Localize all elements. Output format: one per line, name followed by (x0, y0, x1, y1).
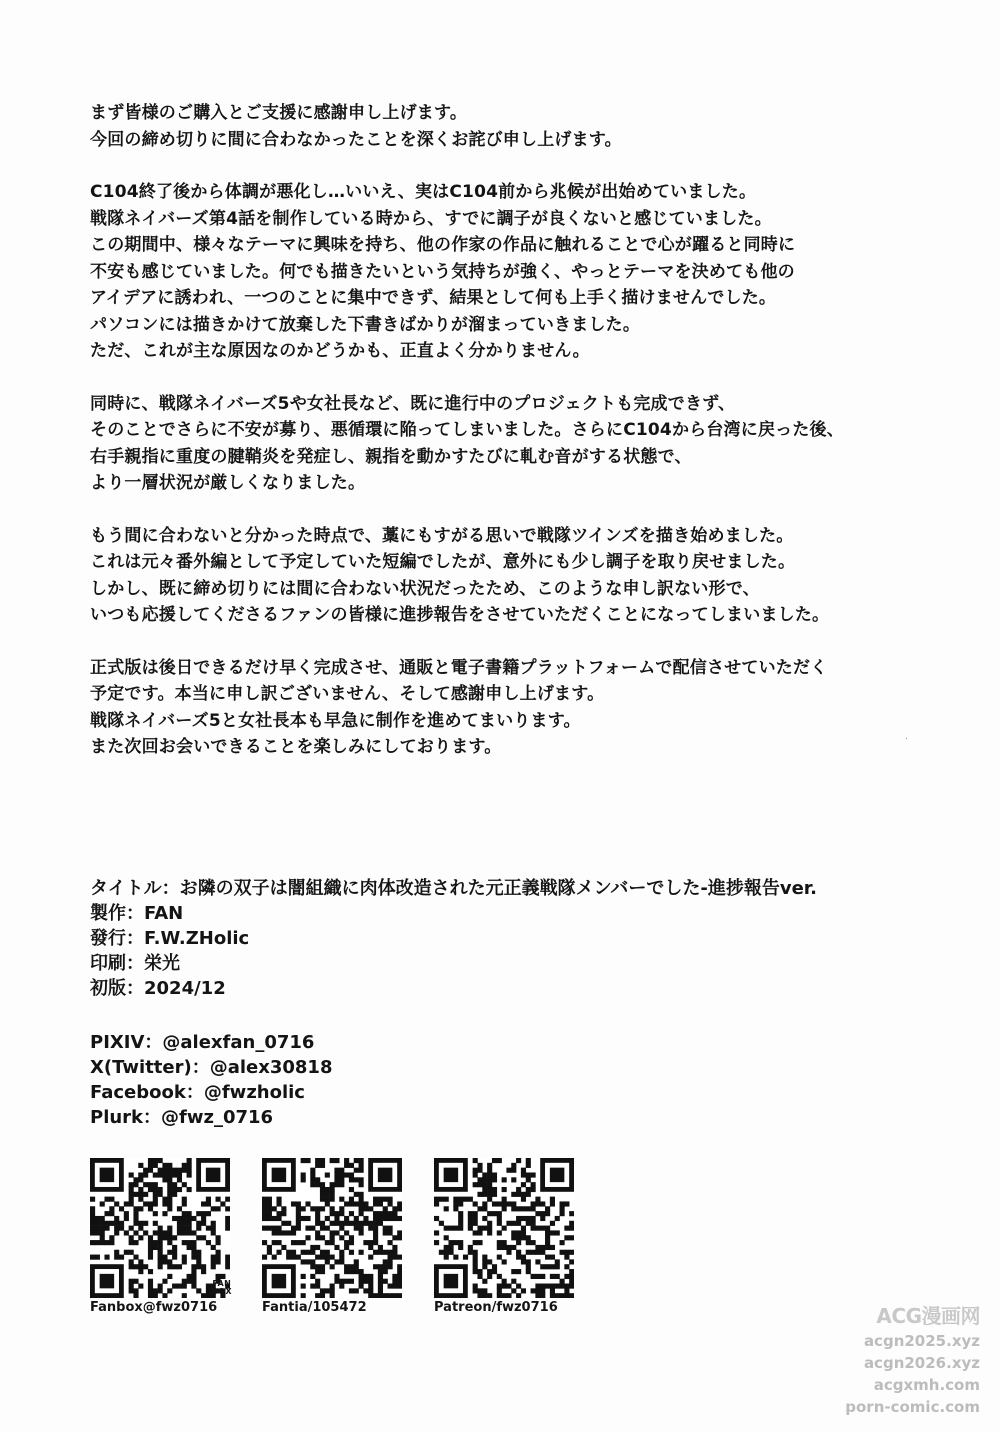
qr-code-icon[interactable] (434, 1158, 574, 1298)
qr-code-icon[interactable] (90, 1158, 230, 1298)
site-watermark (815, 1302, 980, 1418)
colophon-first-edition: 初版：2024/12 (90, 978, 226, 999)
message-paragraph-2 (90, 179, 970, 365)
qr-caption-patreon: Patreon/fwz0716 (434, 1300, 558, 1315)
message-line: これは元々番外編として予定していた短編でしたが、意外にも少し調子を取り戻せました。 (90, 552, 796, 572)
fanbox-logo: FAN BOX (211, 1279, 232, 1296)
message-line: 予定です。本当に申し訳ございません、そして感謝申し上げます。 (90, 684, 605, 704)
message-line: より一層状況が厳しくなりました。 (90, 473, 366, 493)
colophon-title: タイトル：お隣の双子は闇組織に肉体改造された元正義戦隊メンバーでした-進捗報告ver. (90, 878, 817, 899)
message-paragraph-3 (90, 391, 970, 497)
social-links (90, 1030, 590, 1130)
colophon-printer: 印刷：栄光 (90, 953, 180, 974)
qr-caption-fanbox: Fanbox@fwz0716 (90, 1300, 218, 1315)
message-line: アイデアに誘われ、一つのことに集中できず、結果として何も上手く描けませんでした。 (90, 288, 777, 308)
colophon-author: 製作：FAN (90, 903, 184, 924)
message-line: 右手親指に重度の腱鞘炎を発症し、親指を動かすたびに軋む音がする状態で、 (90, 446, 692, 467)
colophon-publisher: 發行：F.W.ZHolic (90, 928, 250, 949)
message-line: 同時に、戦隊ネイバーズ5や女社長など、既に進行中のプロジェクトも完成できず、 (90, 393, 736, 414)
qr-code-icon[interactable] (262, 1158, 402, 1298)
message-line: ただ、これが主な原因なのかどうかも、正直よく分かりません。 (90, 341, 590, 361)
qr-fanbox[interactable] (90, 1158, 230, 1315)
message-line: そのことでさらに不安が募り、悪循環に陥ってしまいました。さらにC104から台湾に戻った後、 (90, 420, 844, 440)
message-paragraph-5 (90, 655, 970, 761)
message-line: パソコンには描きかけて放棄した下書きばかりが溜まっていきました。 (90, 314, 641, 335)
social-facebook: Facebook：@fwzholic (90, 1082, 305, 1103)
message-line: まず皆様のご購入とご支援に感謝申し上げます。 (90, 103, 468, 123)
watermark-url: acgn2025.xyz (863, 1332, 980, 1350)
message-line: しかし、既に締め切りには間に合わない状況だったため、このような申し訳ない形で、 (90, 578, 760, 599)
social-pixiv: PIXIV：@alexfan_0716 (90, 1032, 315, 1053)
message-line: もう間に合わないと分かった時点で、藁にもすがる思いで戦隊ツインズを描き始めました。 (90, 525, 794, 546)
social-plurk: Plurk：@fwz_0716 (90, 1107, 274, 1128)
qr-patreon[interactable] (434, 1158, 574, 1315)
message-paragraph-4 (90, 523, 970, 629)
scan-speck: · (904, 734, 908, 745)
message-line: この期間中、様々なテーマに興味を持ち、他の作家の作品に触れることで心が躍ると同時に (90, 235, 796, 255)
message-line: 戦隊ネイバーズ第4話を制作している時から、すでに調子が良くないと感じていました。 (90, 208, 772, 229)
message-line: 不安も感じていました。何でも描きたいという気持ちが強く、やっとテーマを決めても他の (90, 261, 795, 282)
qr-caption-fantia: Fantia/105472 (262, 1300, 367, 1315)
message-paragraph-1 (90, 100, 970, 153)
watermark-logo: ACG漫画网 (876, 1304, 980, 1328)
social-twitter: X(Twitter)：@alex30818 (90, 1057, 333, 1078)
colophon (90, 876, 970, 1001)
watermark-url: acgn2026.xyz (863, 1354, 980, 1372)
message-line: C104終了後から体調が悪化し…いいえ、実はC104前から兆候が出始めていました。 (90, 182, 757, 202)
message-line: 戦隊ネイバーズ5と女社長本も早急に制作を進めてまいります。 (90, 710, 581, 731)
afterword-message (90, 100, 970, 787)
watermark-url: acgxmh.com (873, 1376, 980, 1394)
qr-fantia[interactable] (262, 1158, 402, 1315)
watermark-url: porn-comic.com (845, 1398, 980, 1416)
message-line: いつも応援してくださるファンの皆様に進捗報告をさせていただくことになってしまいました。 (90, 605, 830, 625)
message-line: また次回お会いできることを楽しみにしております。 (90, 737, 502, 757)
message-line: 今回の締め切りに間に合わなかったことを深くお詫び申し上げます。 (90, 129, 622, 150)
message-line: 正式版は後日できるだけ早く完成させ、通販と電子書籍プラットフォームで配信させていただく (90, 657, 828, 678)
